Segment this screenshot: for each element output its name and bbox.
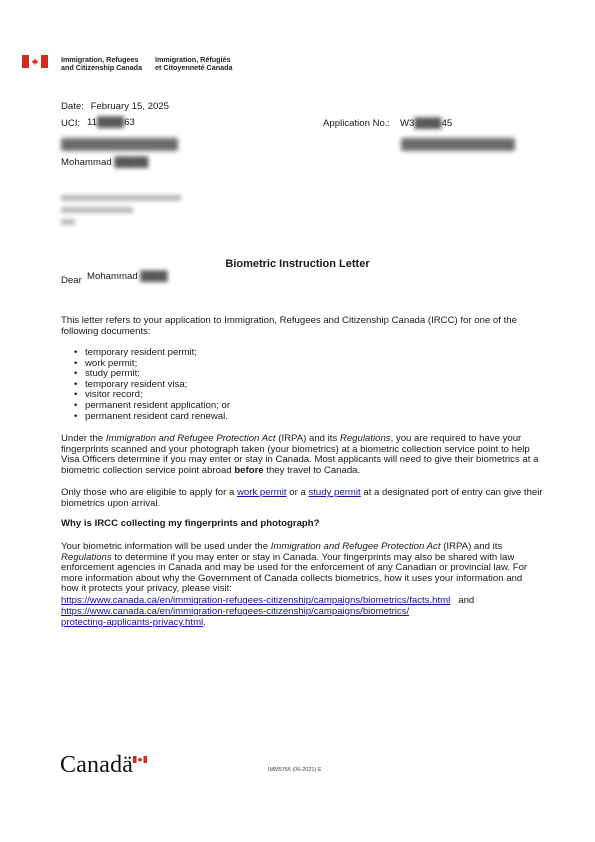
p2-text-a: Under the — [61, 433, 106, 444]
intro-paragraph: This letter refers to your application to Immigration, Refugees and Citizenship Canada (IRCC) for one of the following documents: — [61, 315, 517, 337]
form-code: IMM5756 (06-2021) E — [268, 767, 322, 773]
biometric-use-paragraph — [61, 542, 539, 595]
date-row — [61, 101, 169, 112]
wordmark-text: Canadä — [60, 752, 134, 778]
list-item: • permanent resident application; or — [61, 401, 461, 412]
canada-flag-icon — [22, 55, 48, 68]
links-line3 — [61, 618, 206, 629]
p2-text-d: they travel to Canada. — [263, 464, 361, 476]
uci-start: 11 — [87, 117, 97, 128]
links-line1 — [61, 596, 561, 607]
uci-label: UCI: — [61, 118, 81, 129]
privacy-link[interactable]: https://www.canada.ca/en/immigration-refugees-citizenship/campaigns/biometrics/ — [61, 606, 410, 617]
salutation-surname-redacted: ████ — [140, 271, 168, 282]
uci-redacted: ████ — [96, 117, 125, 128]
and-text: and — [450, 595, 475, 606]
port-of-entry-paragraph — [61, 488, 543, 509]
salutation-word: Dear — [61, 275, 82, 286]
links-line2 — [61, 607, 409, 618]
government-signature — [22, 55, 233, 73]
org-en-line1: Immigration, Refugees — [61, 55, 139, 64]
application-label: Application No.: — [323, 118, 391, 129]
org-fr-line2: et Citoyenneté Canada — [155, 63, 233, 73]
list-item: • visitor record; — [61, 390, 461, 401]
act-name: Immigration and Refugee Protection Act — [105, 433, 276, 444]
app-start: W3 — [400, 118, 415, 129]
period: . — [203, 617, 206, 628]
application-value — [400, 118, 452, 129]
list-item: • temporary resident permit; — [61, 348, 461, 359]
date-value: February 15, 2025 — [90, 101, 170, 112]
before-emphasis: before — [234, 464, 264, 476]
act-name: Immigration and Refugee Protection Act — [270, 541, 441, 552]
recipient-surname-redacted: █████ — [114, 157, 149, 168]
list-item: • permanent resident card renewal. — [61, 412, 461, 423]
study-permit-link[interactable]: study permit — [308, 487, 361, 498]
p2-text-c: , you are required to have your fingerprints scanned and your photograph taken (your biometrics) at a biometric collection service point to help Visa Officers determine if you may enter or stay in Canada. Most applicants will need to give their biometrics at a biometric collection service point abroad — [61, 433, 539, 476]
app-end: 45 — [441, 118, 453, 129]
p4-text-a: Your biometric information will be used under the — [61, 541, 271, 552]
org-en-line2: and Citizenship Canada — [61, 63, 143, 73]
list-item: • temporary resident visa; — [61, 380, 461, 391]
app-redacted: ████ — [414, 118, 442, 129]
recipient-first-name: Mohammad — [61, 157, 112, 168]
letter-title: Biometric Instruction Letter — [225, 258, 370, 270]
wordmark-flag-icon — [133, 756, 147, 763]
date-label: Date: — [61, 101, 84, 112]
p3-text-c: at a designated port of entry can give their biometrics upon arrival. — [61, 487, 543, 509]
regulations-name: Regulations — [339, 433, 391, 444]
redacted-barcode-left — [61, 138, 178, 151]
p3-text-b: or a — [286, 487, 309, 498]
work-permit-link[interactable]: work permit — [237, 487, 287, 498]
salutation — [61, 275, 82, 286]
p4-text-b: (IRPA) and its — [440, 541, 503, 552]
redacted-address-line1 — [61, 195, 181, 201]
redacted-address-line3 — [61, 219, 75, 225]
p4-text-c: to determine if you may enter or stay in Canada. Your fingerprints may also be shared with law enforcement agencies in Canada and may be used for the enforcement of any Canadian or provincial law. For more information about why the Government of Canada collects biometrics, how it uses your information and how it protects your privacy, please visit: — [61, 551, 528, 595]
biometrics-facts-link[interactable]: https://www.canada.ca/en/immigration-refugees-citizenship/campaigns/biometrics/facts.html — [61, 595, 451, 606]
org-name-french — [155, 56, 245, 72]
recipient-name — [61, 157, 148, 168]
uci-row — [61, 118, 80, 129]
org-name-english — [61, 56, 151, 72]
list-item: • work permit; — [61, 359, 461, 370]
org-fr-line1: Immigration, Réfugiés — [155, 55, 231, 64]
regulations-name: Regulations — [61, 551, 112, 563]
salutation-first-name: Mohammad — [87, 271, 138, 282]
redacted-address-line2 — [61, 207, 133, 213]
p2-text-b: (IRPA) and its — [275, 433, 340, 444]
why-heading: Why is IRCC collecting my fingerprints and photograph? — [61, 518, 320, 529]
privacy-link-continued[interactable]: protecting-applicants-privacy.html — [61, 617, 204, 628]
maple-leaf-icon — [31, 58, 39, 66]
requirement-paragraph — [61, 434, 543, 476]
documents-list — [61, 348, 461, 422]
canada-wordmark — [60, 752, 150, 784]
uci-end: 63 — [124, 117, 135, 128]
p3-text-a: Only those who are eligible to apply for a — [61, 487, 237, 498]
salutation-name — [87, 271, 168, 282]
list-item: • study permit; — [61, 369, 461, 380]
uci-value — [87, 117, 135, 128]
redacted-barcode-right — [401, 138, 515, 151]
